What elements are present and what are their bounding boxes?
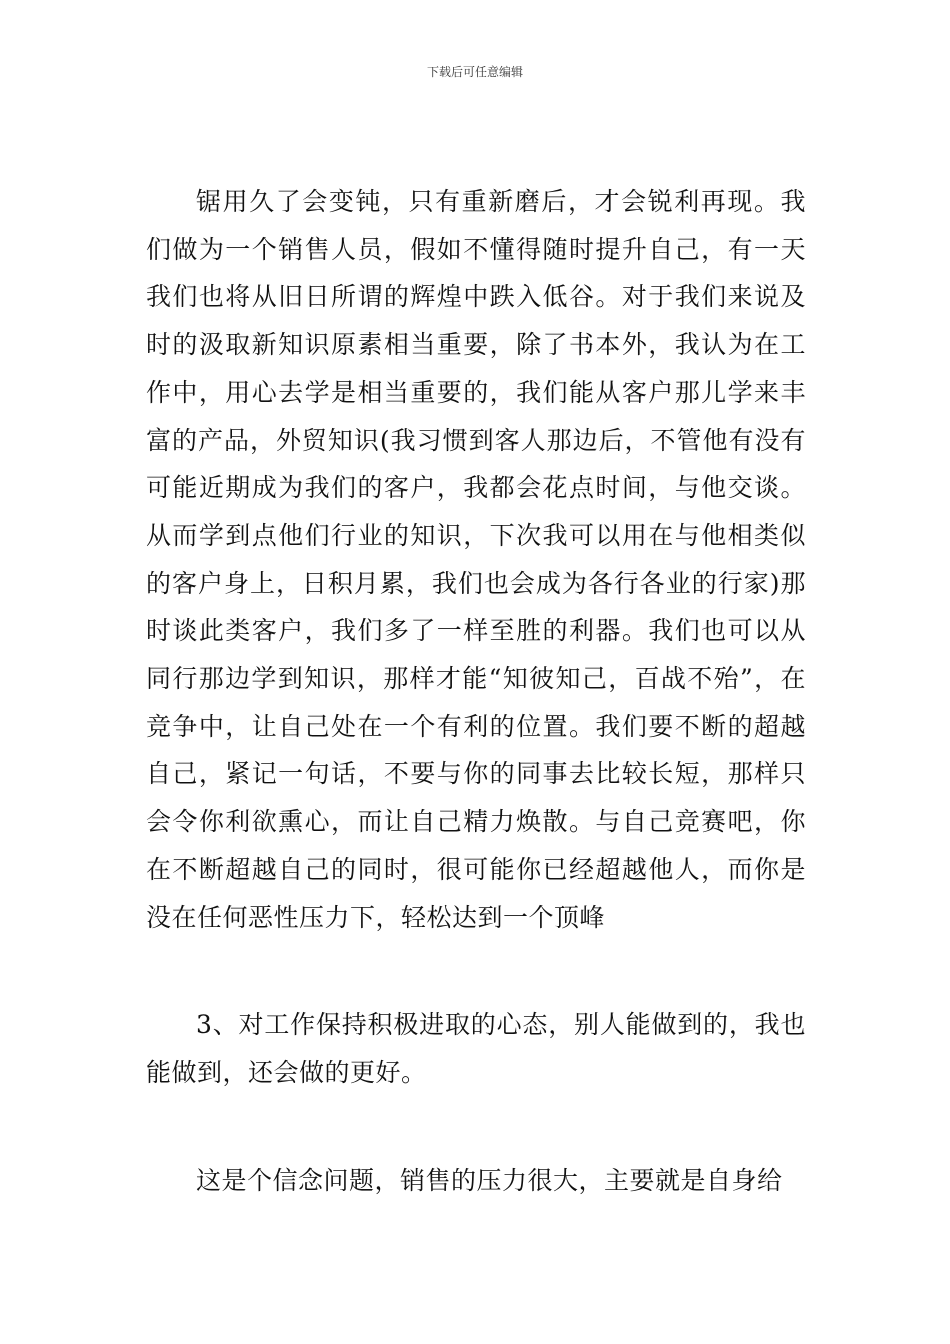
paragraph-2: 3、对工作保持积极进取的心态，别人能做到的，我也能做到，还会做的更好。 <box>146 1010 806 1087</box>
paragraph-1: 锯用久了会变钝，只有重新磨后，才会锐利再现。我们做为一个销售人员，假如不懂得随时提升自己，有一天我们也将从旧日所谓的辉煌中跌入低谷。对于我们来说及时的汲取新知识原素相当重要，除了书本外，我认为在工作中，用心去学是相当重要的，我们能从客户那儿学来丰富的产品，外贸知识(我习惯到客人那边后，不管他有没有可能近期成为我们的客户，我都会花点时间，与他交谈。从而学到点他们行业的知识，下次我可以用在与他相类似的客户身上，日积月累，我们也会成为各行各业的行家)那时谈此类客户，我们多了一样至胜的利器。我们也可以从同行那边学到知识，那样才能“知彼知己，百战不殆”，在竞争中，让自己处在一个有利的位置。我们要不断的超越自己，紧记一句话，不要与你的同事去比较长短，那样只会令你利欲熏心，而让自己精力焕散。与自己竞赛吧，你在不断超越自己的同时，很可能你已经超越他人，而你是没在任何恶性压力下，轻松达到一个顶峰 <box>146 187 806 932</box>
paragraph-3: 这是个信念问题，销售的压力很大，主要就是自身给 <box>196 1165 783 1195</box>
document-body <box>146 178 806 1204</box>
page-header: 下载后可任意编辑 <box>426 65 523 79</box>
